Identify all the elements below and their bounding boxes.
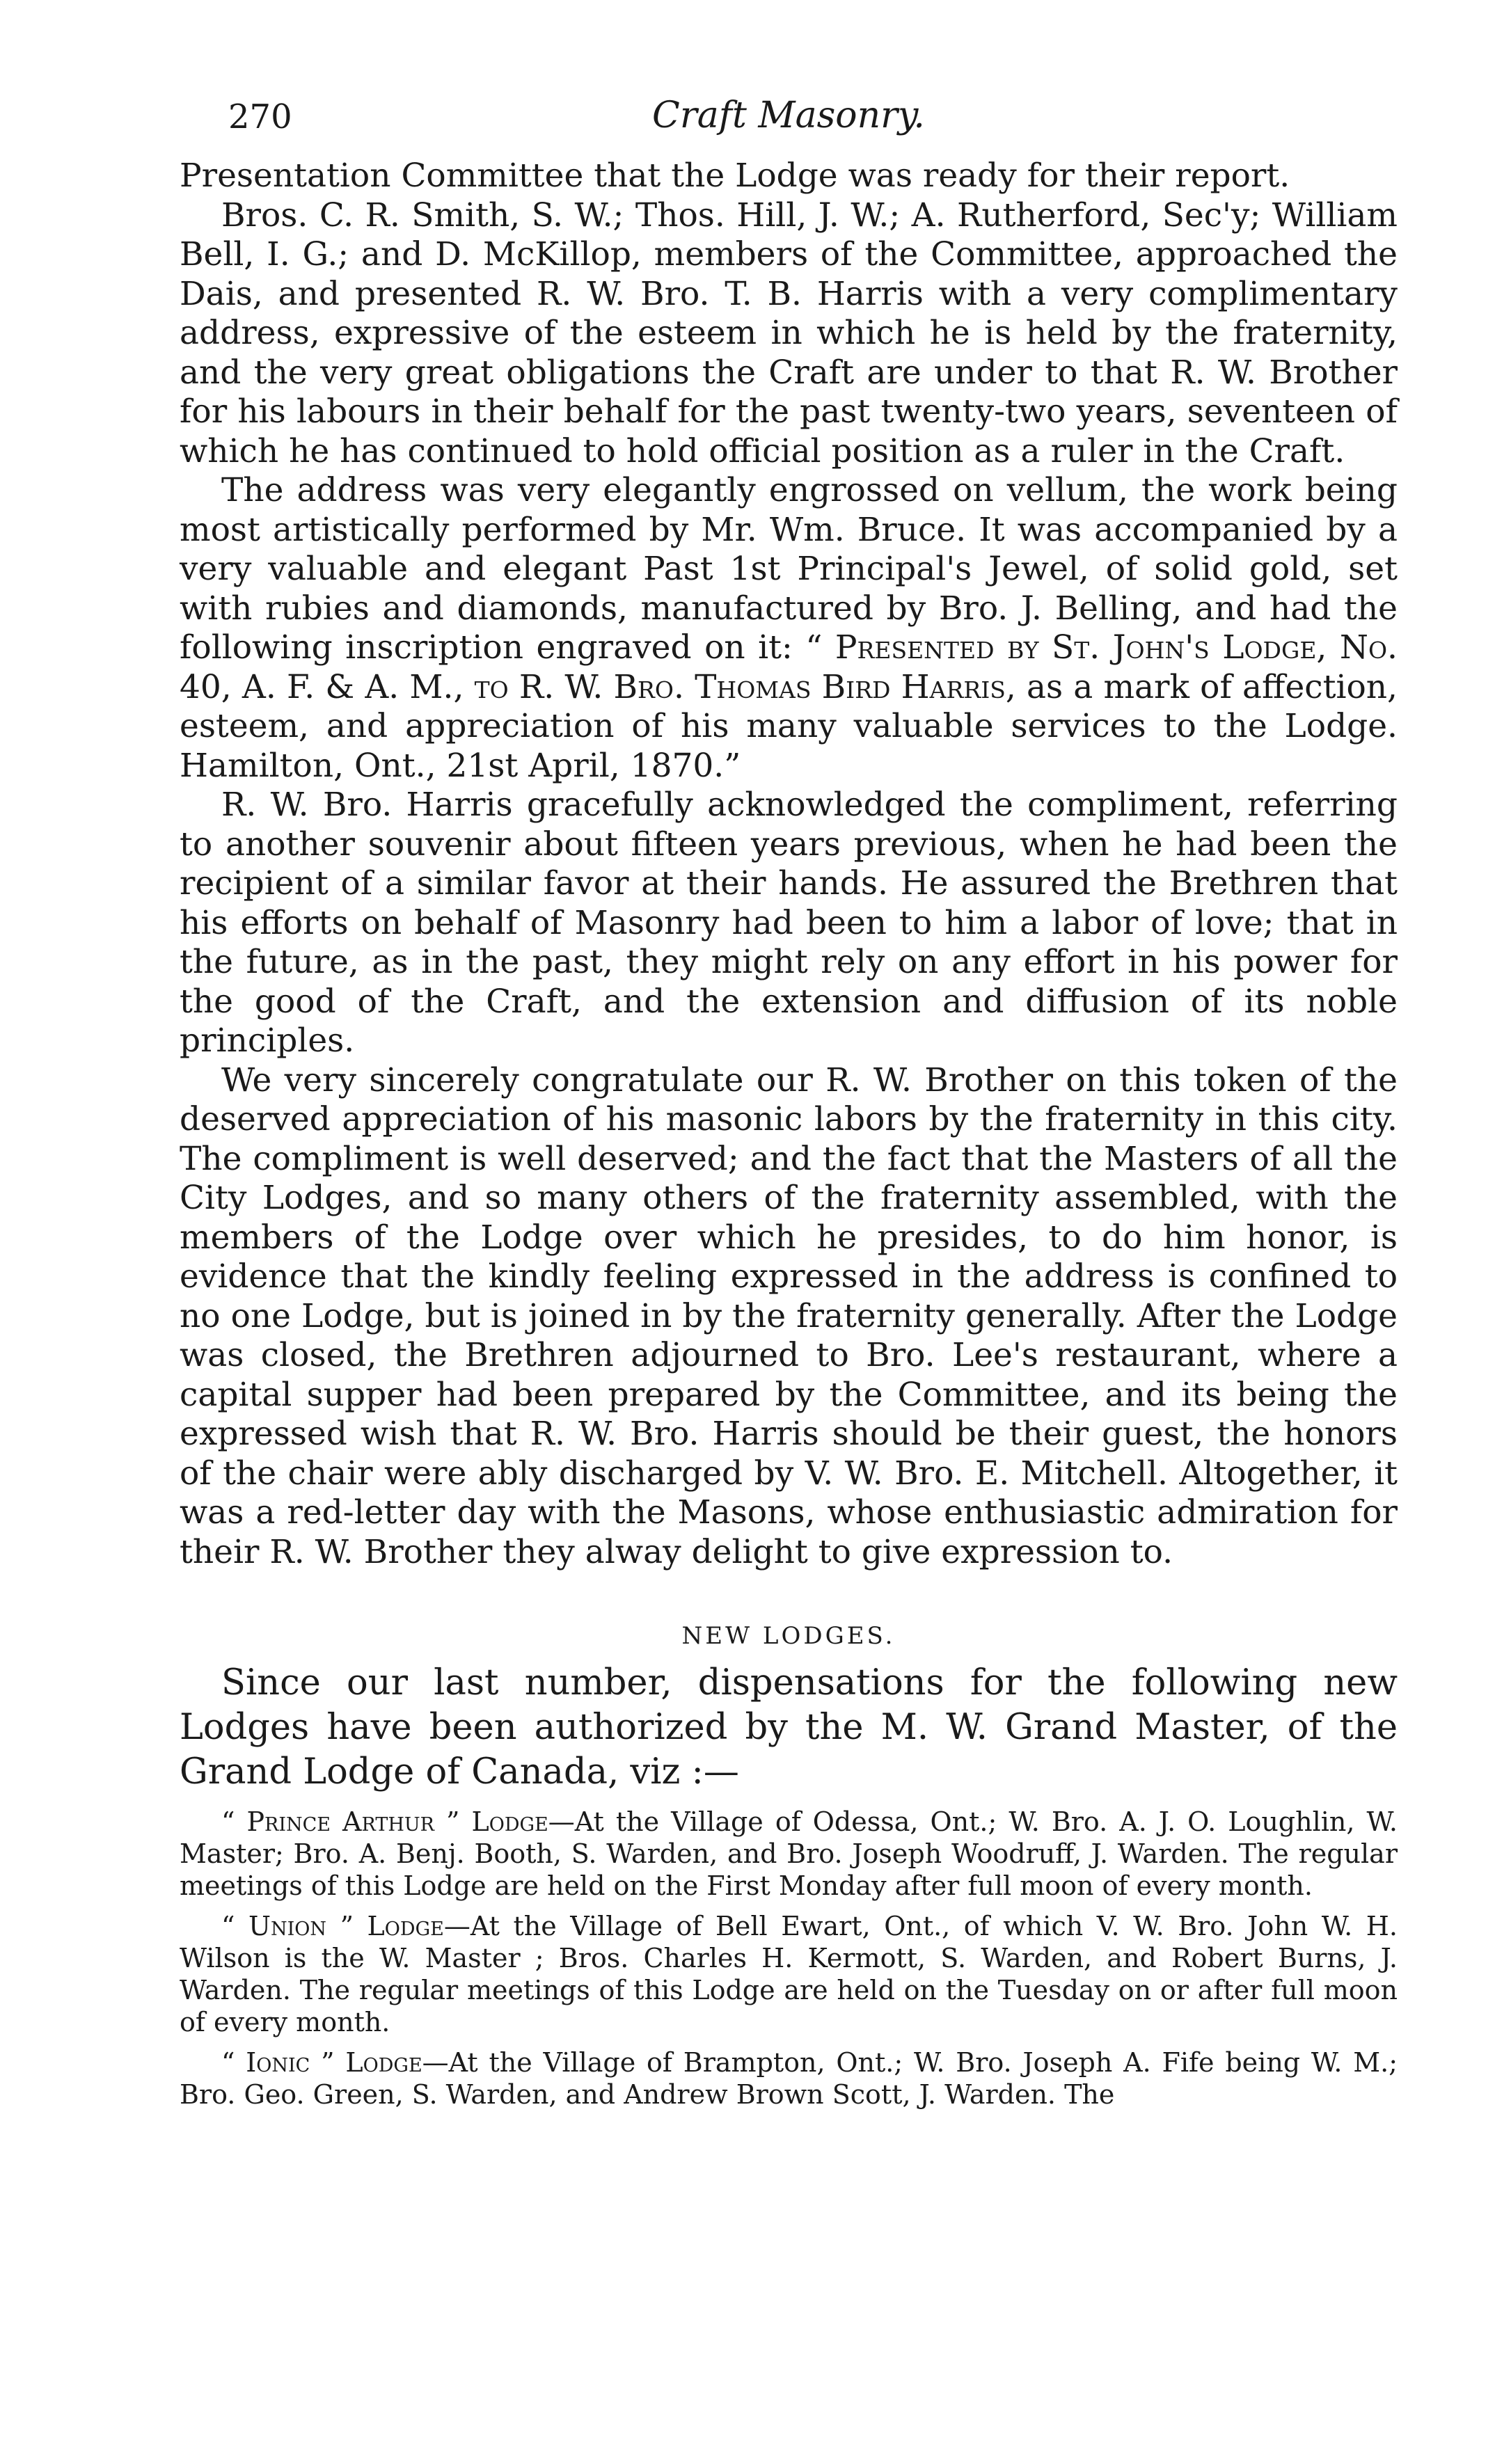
paragraph: Presentation Committee that the Lodge was ready for their report. bbox=[180, 157, 1290, 195]
lodge-details: —At the Village of Brampton, Ont.; W. Bro. Joseph A. Fife being W. M.; Bro. Geo. Green, S. Warden, and Andrew Brown Scott, J. Warden. The bbox=[180, 2047, 1398, 2110]
page-number: 270 bbox=[228, 97, 292, 136]
lodge-details: —At the Village of Bell Ewart, Ont., of which V. W. Bro. John W. H. Wilson is the W. Master ; Bros. Charles H. Kermott, S. Warden, and Robert Burns, J. Warden. The regular meetings of this Lodge are held on the Tuesday on or after full moon of every month. bbox=[180, 1911, 1398, 2037]
paragraph-text: The address was very elegantly engrossed on vellum, the work being most artistically performed by Mr. Wm. Bruce. It was accompanied by a very valuable and elegant Past 1st Principal's Jewel, of solid gold, set with rubies and diamonds, manufactured by Bro. J. Belling, and had the following inscription engraved on it: bbox=[180, 471, 1398, 667]
new-lodges-intro bbox=[180, 1661, 1398, 1795]
paragraph: We very sincerely congratulate our R. W. Brother on this token of the deserved appreciation of his masonic labors by the fraternity in this city. The compliment is well deserved; and the fact that the Masters of all the City Lodges, and so many others of the fraternity assembled, with the members of the Lodge over which he presides, to do him honor, is evidence that the kindly feeling expressed in the address is confined to no one Lodge, but is joined in by the fraternity generally. After the Lodge was closed, the Brethren adjourned to Bro. Lee's restaurant, where a capital supper had been prepared by the Committee, and its being the expressed wish that R. W. Bro. Harris should be their guest, the honors of the chair were ably discharged by V. W. Bro. E. Mitchell. Altogether, it was a red-letter day with the Masons, whose enthusiastic admiration for their R. W. Brother they alway delight to give expression to. bbox=[180, 1060, 1398, 1571]
article-body bbox=[180, 157, 1398, 1572]
paragraph: R. W. Bro. Harris gracefully acknowledged the compliment, referring to another souvenir about fifteen years previous, when he had been the recipient of a similar favor at their hands. He assured the Brethren that his efforts on behalf of Masonry had been to him a labor of love; that in the future, as in the past, they might rely on any effort in his power for the good of the Craft, and the extension and diffusion of its noble principles. bbox=[180, 786, 1398, 1060]
paragraph bbox=[180, 471, 1398, 786]
paragraph: Bros. C. R. Smith, S. W.; Thos. Hill, J. W.; A. Rutherford, Sec'y; William Bell, I. G.; and D. McKillop, members of the Committee, approached the Dais, and presented R. W. Bro. T. B. Harris with a very complimentary address, expressive of the esteem in which he is held by the fraternity, and the very great obligations the Craft are under to that R. W. Brother for his labours in their behalf for the past twenty-two years, seventeen of which he has continued to hold official position as a ruler in the Craft. bbox=[180, 196, 1398, 470]
paragraph: Since our last number, dispensations for the following new Lodges have been authorized by the M. W. Grand Master, of the Grand Lodge of Canada, viz :— bbox=[180, 1662, 1398, 1793]
lodge-name: “ Union ” Lodge bbox=[221, 1911, 444, 1941]
book-page bbox=[180, 90, 1398, 2111]
lodge-details: —At the Village of Odessa, Ont.; W. Bro. A. J. O. Loughlin, W. Master; Bro. A. Benj. Booth, S. Warden, and Bro. Joseph Woodruff, J. Warden. The regular meetings of this Lodge are held on the First Monday after full moon of every month. bbox=[180, 1806, 1398, 1901]
lodge-entry bbox=[180, 1806, 1398, 1902]
running-title: Craft Masonry. bbox=[652, 95, 925, 136]
page-header bbox=[180, 90, 1398, 157]
lodge-entry bbox=[180, 2046, 1398, 2111]
section-heading: NEW LODGES. bbox=[681, 1622, 896, 1650]
lodge-name: “ Ionic ” Lodge bbox=[221, 2047, 422, 2078]
lodge-name: “ Prince Arthur ” Lodge bbox=[221, 1806, 548, 1837]
paragraph-text: as a mark of affection, esteem, and appreciation of his many valuable services to the Lodge. Hamilton, Ont., 21st April, 1870.” bbox=[180, 667, 1398, 785]
lodge-entry bbox=[180, 1910, 1398, 2038]
lodge-list bbox=[180, 1806, 1398, 2111]
jewel-inscription: “ Presented by St. John's Lodge, No. 40, A. F. & A. M., to R. W. Bro. Thomas Bird Harris, bbox=[180, 628, 1398, 706]
